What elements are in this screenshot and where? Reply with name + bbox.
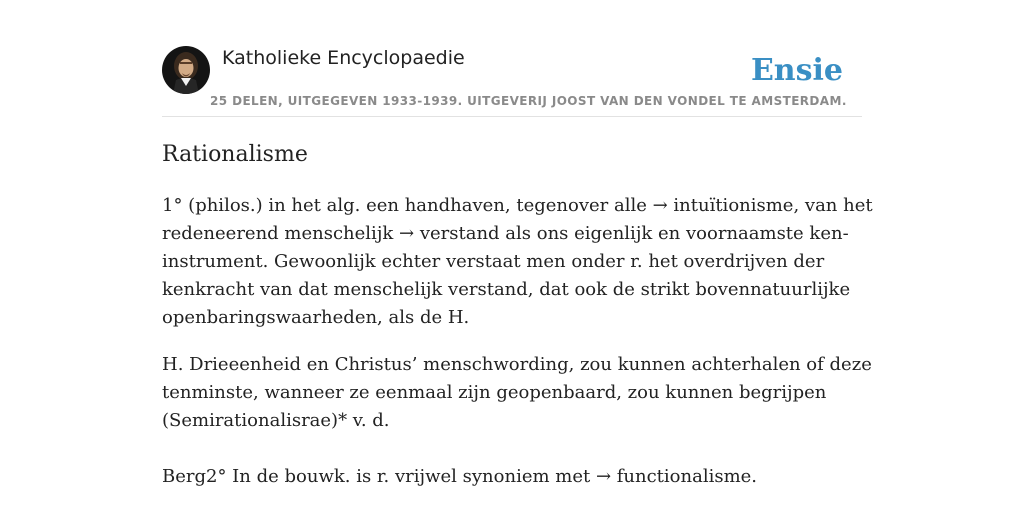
paragraph-line: (Semirationalisrae)* v. d. [162, 410, 390, 431]
paragraph-line: openbaringswaarheden, als de H. [162, 307, 470, 328]
article-paragraph-3 [162, 463, 862, 491]
paragraph-line: kenkracht van dat menschelijk verstand, dat ook de strikt bovennatuurlijke [162, 279, 851, 300]
article-paragraph-2 [162, 351, 872, 435]
site-header [162, 46, 862, 117]
avatar[interactable] [162, 46, 210, 94]
site-title[interactable]: Katholieke Encyclopaedie [222, 47, 465, 69]
portrait-icon [162, 46, 210, 94]
site-subtitle: 25 DELEN, UITGEGEVEN 1933-1939. UITGEVERIJ JOOST VAN DEN VONDEL TE AMSTERDAM. [210, 94, 847, 108]
paragraph-line: 1° (philos.) in het alg. een handhaven, tegenover alle → intuïtionisme, van het [162, 195, 873, 216]
paragraph-line: H. Drieeenheid en Christus’ menschwording, zou kunnen achterhalen of deze [162, 354, 872, 375]
paragraph-line: instrument. Gewoonlijk echter verstaat men onder r. het overdrijven der [162, 251, 825, 272]
article-title: Rationalisme [162, 142, 308, 167]
article-paragraph-1 [162, 192, 873, 332]
paragraph-line: redeneerend menschelijk → verstand als ons eigenlijk en voornaamste ken- [162, 223, 849, 244]
paragraph-line: tenminste, wanneer ze eenmaal zijn geopenbaard, zou kunnen begrijpen [162, 382, 827, 403]
paragraph-line: Berg2° In de bouwk. is r. vrijwel synoniem met → functionalisme. [162, 466, 758, 487]
ensie-logo[interactable]: Ensie [750, 53, 843, 88]
